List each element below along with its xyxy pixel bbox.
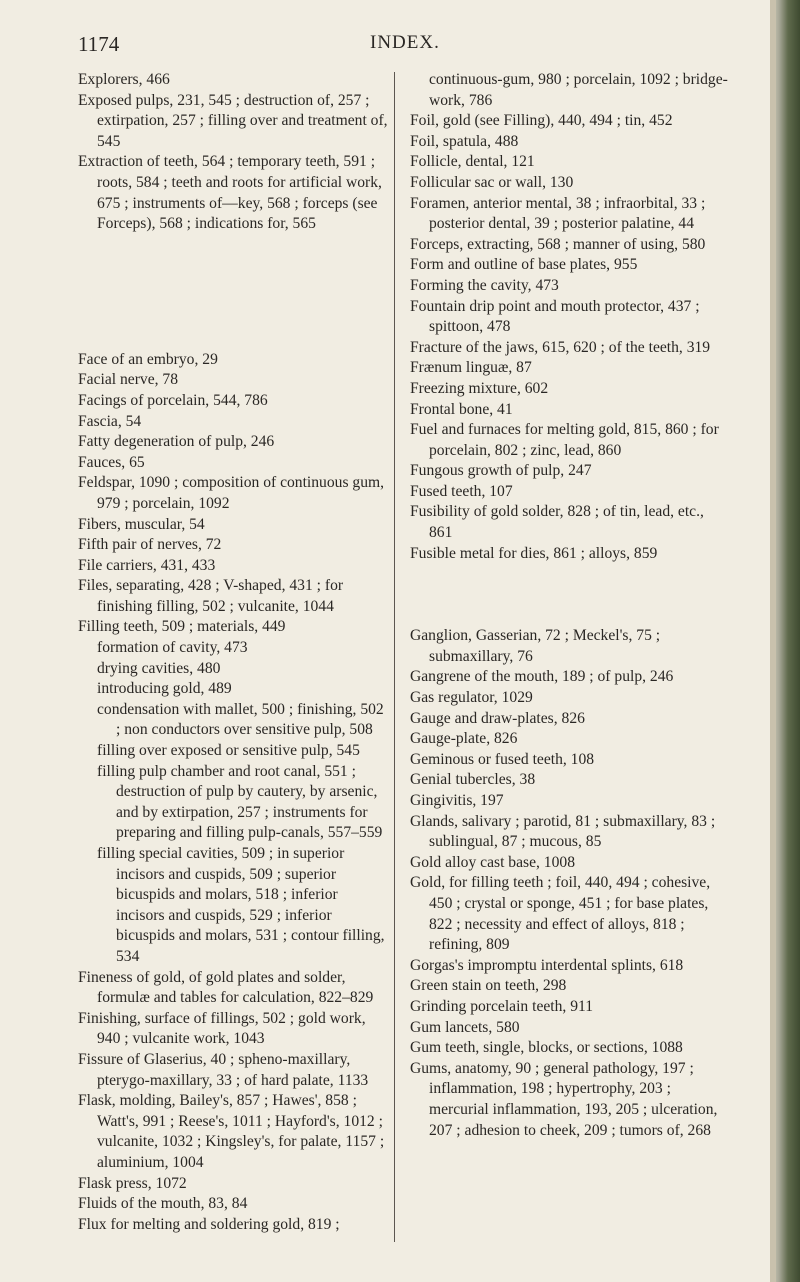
- book-page-edge: [770, 0, 800, 1282]
- index-entry: Gauge and draw-plates, 826: [410, 709, 585, 727]
- index-entry: Gas regulator, 1029: [410, 689, 533, 707]
- index-entry: Filling teeth, 509 ; materials, 449: [78, 618, 286, 636]
- index-entry: Facial nerve, 78: [78, 371, 179, 389]
- running-head: INDEX.: [370, 32, 440, 53]
- index-entry: Fountain drip point and mouth protector, 437 ; spittoon, 478: [410, 297, 700, 336]
- index-entry: Fascia, 54: [78, 412, 142, 430]
- index-entry: Face of an embryo, 29: [78, 350, 218, 368]
- index-entry: Fungous growth of pulp, 247: [410, 462, 592, 480]
- index-entry: Gum teeth, single, blocks, or sections, 1088: [410, 1039, 683, 1057]
- index-entry: Fusible metal for dies, 861 ; alloys, 859: [410, 544, 658, 562]
- index-entry: Gingivitis, 197: [410, 792, 504, 809]
- index-entry: Ganglion, Gasserian, 72 ; Meckel's, 75 ; submaxillary, 76: [410, 627, 661, 665]
- index-entry: Frontal bone, 41: [410, 400, 513, 418]
- index-entry: Gum lancets, 580: [410, 1018, 520, 1036]
- index-entry: Gangrene of the mouth, 189 ; of pulp, 246: [410, 668, 674, 686]
- group-g: [410, 626, 728, 1141]
- index-subentry: filling pulp chamber and root canal, 551 ; destruction of pulp by cautery, by arsenic, and by extirpation, 257 ; instruments for preparing and filling pulp-canals, 557–559: [97, 762, 383, 842]
- index-entry: File carriers, 431, 433: [78, 556, 216, 574]
- index-entry: Forceps, extracting, 568 ; manner of using, 580: [410, 235, 706, 253]
- group-f: [78, 350, 390, 1236]
- index-entry: Files, separating, 428 ; V-shaped, 431 ; for finishing filling, 502 ; vulcanite, 1044: [78, 577, 344, 615]
- index-entry: Finishing, surface of fillings, 502 ; gold work, 940 ; vulcanite work, 1043: [78, 1009, 366, 1048]
- index-entry: Frænum linguæ, 87: [410, 359, 532, 377]
- letter-gap: [78, 235, 390, 350]
- index-entry: Glands, salivary ; parotid, 81 ; submaxillary, 83 ; sublingual, 87 ; mucous, 85: [410, 812, 716, 851]
- index-entry: Foramen, anterior mental, 38 ; infraorbital, 33 ; posterior dental, 39 ; posterior palatine, 44: [410, 194, 706, 233]
- index-entry: Facings of porcelain, 544, 786: [78, 391, 268, 409]
- index-subentry: filling over exposed or sensitive pulp, 545: [97, 742, 360, 760]
- index-entry: Flux for melting and soldering gold, 819 ;: [78, 1215, 340, 1233]
- index-subentry: introducing gold, 489: [97, 680, 232, 698]
- index-entry: Geminous or fused teeth, 108: [410, 750, 595, 768]
- index-entry: Feldspar, 1090 ; composition of continuous gum, 979 ; porcelain, 1092: [78, 474, 385, 512]
- index-entry: Fissure of Glaserius, 40 ; spheno-maxillary, pterygo-maxillary, 33 ; of hard palate, 1133: [78, 1050, 369, 1089]
- index-entry: Green stain on teeth, 298: [410, 977, 567, 995]
- index-entry: Fifth pair of nerves, 72: [78, 536, 222, 554]
- index-entry: Fibers, muscular, 54: [78, 515, 205, 533]
- index-subentry: drying cavities, 480: [97, 659, 221, 677]
- index-entry: Fuel and furnaces for melting gold, 815, 860 ; for porcelain, 802 ; zinc, lead, 860: [410, 421, 719, 459]
- letter-gap: [410, 564, 728, 626]
- index-entry: Extraction of teeth, 564 ; temporary teeth, 591 ; roots, 584 ; teeth and roots for artificial work, 675 ; instruments of—key, 568 ; forceps (see Forceps), 568 ; indications for, 565: [78, 153, 382, 233]
- index-entry: Fatty degeneration of pulp, 246: [78, 433, 275, 451]
- index-entry: Foil, spatula, 488: [410, 132, 519, 150]
- index-entry: Flask press, 1072: [78, 1174, 187, 1192]
- index-entry: Fused teeth, 107: [410, 482, 513, 500]
- index-entry: Fusibility of gold solder, 828 ; of tin, lead, etc., 861: [410, 503, 704, 542]
- index-entry: Fauces, 65: [78, 453, 145, 471]
- filling-subentries: [97, 638, 390, 968]
- index-entry: Fluids of the mouth, 83, 84: [78, 1195, 248, 1213]
- index-entry: Form and outline of base plates, 955: [410, 256, 638, 274]
- index-entry: Gold, for filling teeth ; foil, 440, 494 ; cohesive, 450 ; crystal or sponge, 451 ; for base plates, 822 ; necessity and effect of alloys, 818 ; refining, 809: [410, 874, 711, 954]
- index-entry: Gums, anatomy, 90 ; general pathology, 197 ; inflammation, 198 ; hypertrophy, 203 ; mercurial inflammation, 193, 205 ; ulceration, 207 ; adhesion to cheek, 209 ; tumors of, 268: [410, 1059, 718, 1139]
- index-entry-continuation: continuous-gum, 980 ; porcelain, 1092 ; bridge-work, 786: [429, 71, 728, 109]
- index-subentry: formation of cavity, 473: [97, 639, 248, 657]
- right-column: [410, 70, 728, 1141]
- left-column: [78, 70, 390, 1235]
- index-entry: Flask, molding, Bailey's, 857 ; Hawes', 858 ; Watt's, 991 ; Reese's, 1011 ; Hayford's, 1012 ; vulcanite, 1032 ; Kingsley's, for palate, 1157 ; aluminium, 1004: [78, 1092, 385, 1171]
- group-f-continued: [410, 70, 728, 564]
- page-number: 1174: [78, 32, 120, 56]
- index-entry: Gorgas's impromptu interdental splints, 618: [410, 956, 684, 974]
- index-entry: Follicle, dental, 121: [410, 153, 535, 171]
- index-entry: Fracture of the jaws, 615, 620 ; of the teeth, 319: [410, 338, 711, 356]
- group-e: [78, 70, 390, 235]
- index-entry: Fineness of gold, of gold plates and solder, formulæ and tables for calculation, 822–829: [78, 968, 374, 1007]
- index-entry: Freezing mixture, 602: [410, 379, 549, 397]
- index-entry: Exposed pulps, 231, 545 ; destruction of, 257 ; extirpation, 257 ; filling over and treatment of, 545: [78, 91, 388, 150]
- index-subentry: condensation with mallet, 500 ; finishing, 502 ; non conductors over sensitive pulp, 508: [97, 700, 384, 739]
- index-entry: Explorers, 466: [78, 71, 170, 88]
- index-entry: Grinding porcelain teeth, 911: [410, 997, 594, 1015]
- index-subentry: filling special cavities, 509 ; in superior incisors and cuspids, 509 ; superior bicuspids and molars, 518 ; inferior incisors and cuspids, 529 ; inferior bicuspids and molars, 531 ; contour filling, 534: [97, 845, 385, 965]
- index-entry: Follicular sac or wall, 130: [410, 173, 574, 191]
- index-entry: Forming the cavity, 473: [410, 276, 559, 294]
- index-entry: Gold alloy cast base, 1008: [410, 853, 575, 871]
- index-entry: Gauge-plate, 826: [410, 730, 518, 748]
- index-entry: Foil, gold (see Filling), 440, 494 ; tin, 452: [410, 112, 673, 130]
- index-entry: Genial tubercles, 38: [410, 771, 536, 789]
- column-divider: [394, 72, 395, 1242]
